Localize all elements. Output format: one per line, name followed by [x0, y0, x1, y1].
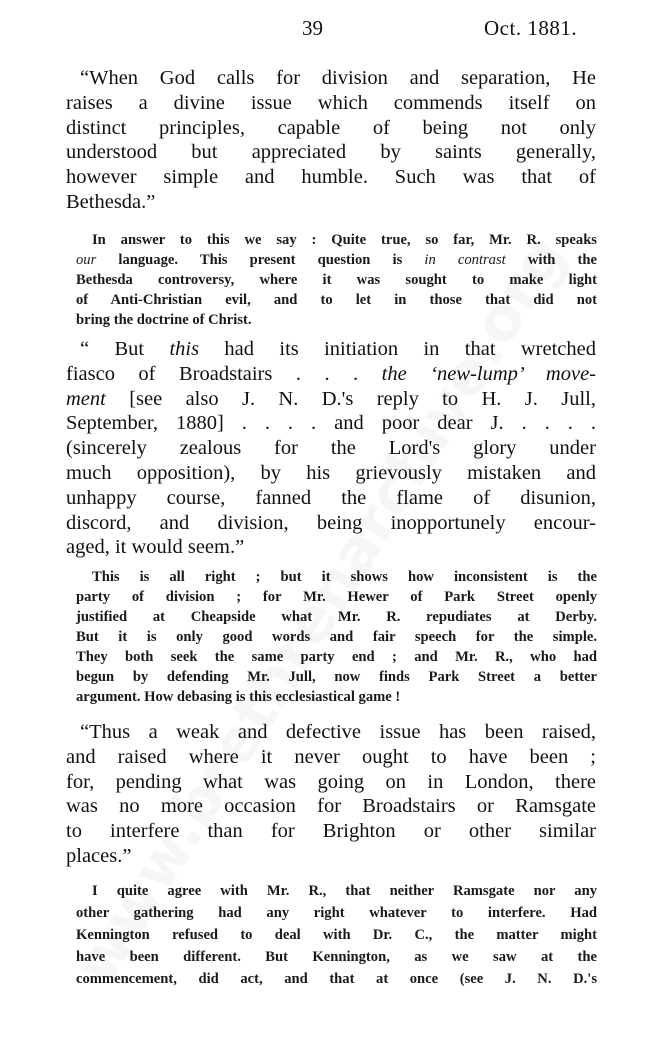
text-line [76, 627, 597, 647]
text-line [66, 794, 596, 819]
text-segment: raises a divine issue which commends itself on [66, 91, 596, 114]
text-line [66, 165, 596, 190]
text-segment: understood but appreciated by saints generally, [66, 141, 596, 164]
text-segment: was no more occasion for Broadstairs or Ramsgate [66, 795, 596, 818]
text-line [76, 230, 597, 250]
text-segment: language. This present question is [96, 252, 425, 268]
text-segment: This is all right ; but it shows how inconsistent is the [92, 569, 597, 585]
text-segment: begun by defending Mr. Jull, now finds Park Street a better [76, 669, 597, 685]
text-line [76, 667, 597, 687]
text-segment: “ But [80, 338, 170, 360]
text-line [66, 486, 596, 511]
text-segment: aged, it would seem.” [66, 536, 245, 559]
text-segment: (sincerely zealous for the Lord's glory under [66, 437, 596, 460]
text-line [76, 250, 597, 270]
text-line [76, 968, 597, 990]
text-segment: “When God calls for division and separation, He [80, 67, 596, 89]
text-segment: unhappy course, fanned the flame of disunion, [66, 486, 596, 509]
text-line [66, 337, 596, 362]
italic-text: the ‘new-lump’ move- [381, 362, 596, 385]
text-line [66, 387, 596, 412]
text-segment: “Thus a weak and defective issue has been raised, [80, 721, 596, 743]
text-line [66, 436, 596, 461]
text-segment: to interfere than for Brighton or other similar [66, 820, 596, 843]
text-segment: argument. How debasing is this ecclesiastical game ! [76, 689, 401, 705]
text-line [66, 745, 596, 770]
text-segment: Bethesda controversy, where it was sought to make light [76, 272, 597, 288]
text-segment: Bethesda.” [66, 190, 156, 213]
text-segment: have been different. But Kennington, as we saw at the [76, 949, 597, 965]
italic-text: this [169, 338, 200, 360]
italic-text: ment [66, 387, 106, 410]
text-segment: Kennington refused to deal with Dr. C., the matter might [76, 927, 597, 943]
text-segment: distinct principles, capable of being not only [66, 116, 596, 139]
text-line [66, 844, 596, 869]
text-segment: of Anti-Christian evil, and to let in those that did not [76, 292, 597, 308]
commentary-paragraph [76, 230, 597, 330]
text-segment: much opposition), by his grievously mistaken and [66, 461, 596, 484]
text-line [76, 567, 597, 587]
text-line [76, 290, 597, 310]
text-line [76, 647, 597, 667]
text-line [76, 310, 597, 330]
text-line [66, 91, 596, 116]
text-line [76, 880, 597, 902]
page-number: 39 [302, 16, 323, 40]
text-segment: party of division ; for Mr. Hewer of Park Street openly [76, 589, 597, 605]
text-line [66, 362, 596, 387]
text-segment: justified at Cheapside what Mr. R. repudiates at Derby. [76, 609, 597, 625]
text-line [66, 720, 596, 745]
text-segment: places.” [66, 844, 132, 867]
commentary-paragraph [76, 880, 597, 990]
text-segment: and raised where it never ought to have been ; [66, 745, 596, 768]
text-line [76, 687, 597, 707]
text-line [66, 770, 596, 795]
text-line [66, 511, 596, 536]
italic-text: our [76, 252, 97, 268]
text-line [76, 607, 597, 627]
text-segment: September, 1880] . . . . and poor dear J. . . . . [66, 412, 596, 435]
text-segment: In answer to this we say : Quite true, so far, Mr. R. speaks [92, 232, 597, 248]
text-segment: other gathering had any right whatever to interfere. Had [76, 905, 597, 921]
text-segment: [see also J. N. D.'s reply to H. J. Jull, [105, 387, 596, 410]
quoted-paragraph [66, 66, 596, 215]
text-line [76, 924, 597, 946]
commentary-paragraph [76, 567, 597, 707]
text-line [76, 270, 597, 290]
text-segment: had its initiation in that wretched [199, 338, 596, 360]
quoted-paragraph [66, 720, 596, 869]
text-segment: however simple and humble. Such was that of [66, 166, 596, 189]
text-line [76, 587, 597, 607]
text-line [66, 535, 596, 560]
issue-date: Oct. 1881. [484, 16, 578, 40]
text-line [66, 190, 596, 215]
text-line [66, 411, 596, 436]
text-segment: I quite agree with Mr. R., that neither Ramsgate nor any [92, 883, 597, 899]
text-segment: But it is only good words and fair speech for the simple. [76, 629, 597, 645]
text-line [66, 140, 596, 165]
text-line [66, 66, 596, 91]
text-segment: discord, and division, being inopportunely encour- [66, 511, 596, 534]
text-segment: fiasco of Broadstairs . . . [66, 362, 382, 385]
text-line [66, 116, 596, 141]
text-segment: They both seek the same party end ; and Mr. R., who had [76, 649, 597, 665]
quoted-paragraph [66, 337, 596, 560]
text-line [76, 902, 597, 924]
text-segment: for, pending what was going on in London, there [66, 770, 596, 793]
text-line [66, 819, 596, 844]
text-line [76, 946, 597, 968]
text-segment: bring the doctrine of Christ. [76, 312, 252, 328]
italic-text: in contrast [424, 252, 506, 268]
text-line [66, 461, 596, 486]
text-segment: commencement, did act, and that at once (see J. N. D.'s [76, 971, 597, 987]
text-segment: with the [505, 252, 598, 268]
